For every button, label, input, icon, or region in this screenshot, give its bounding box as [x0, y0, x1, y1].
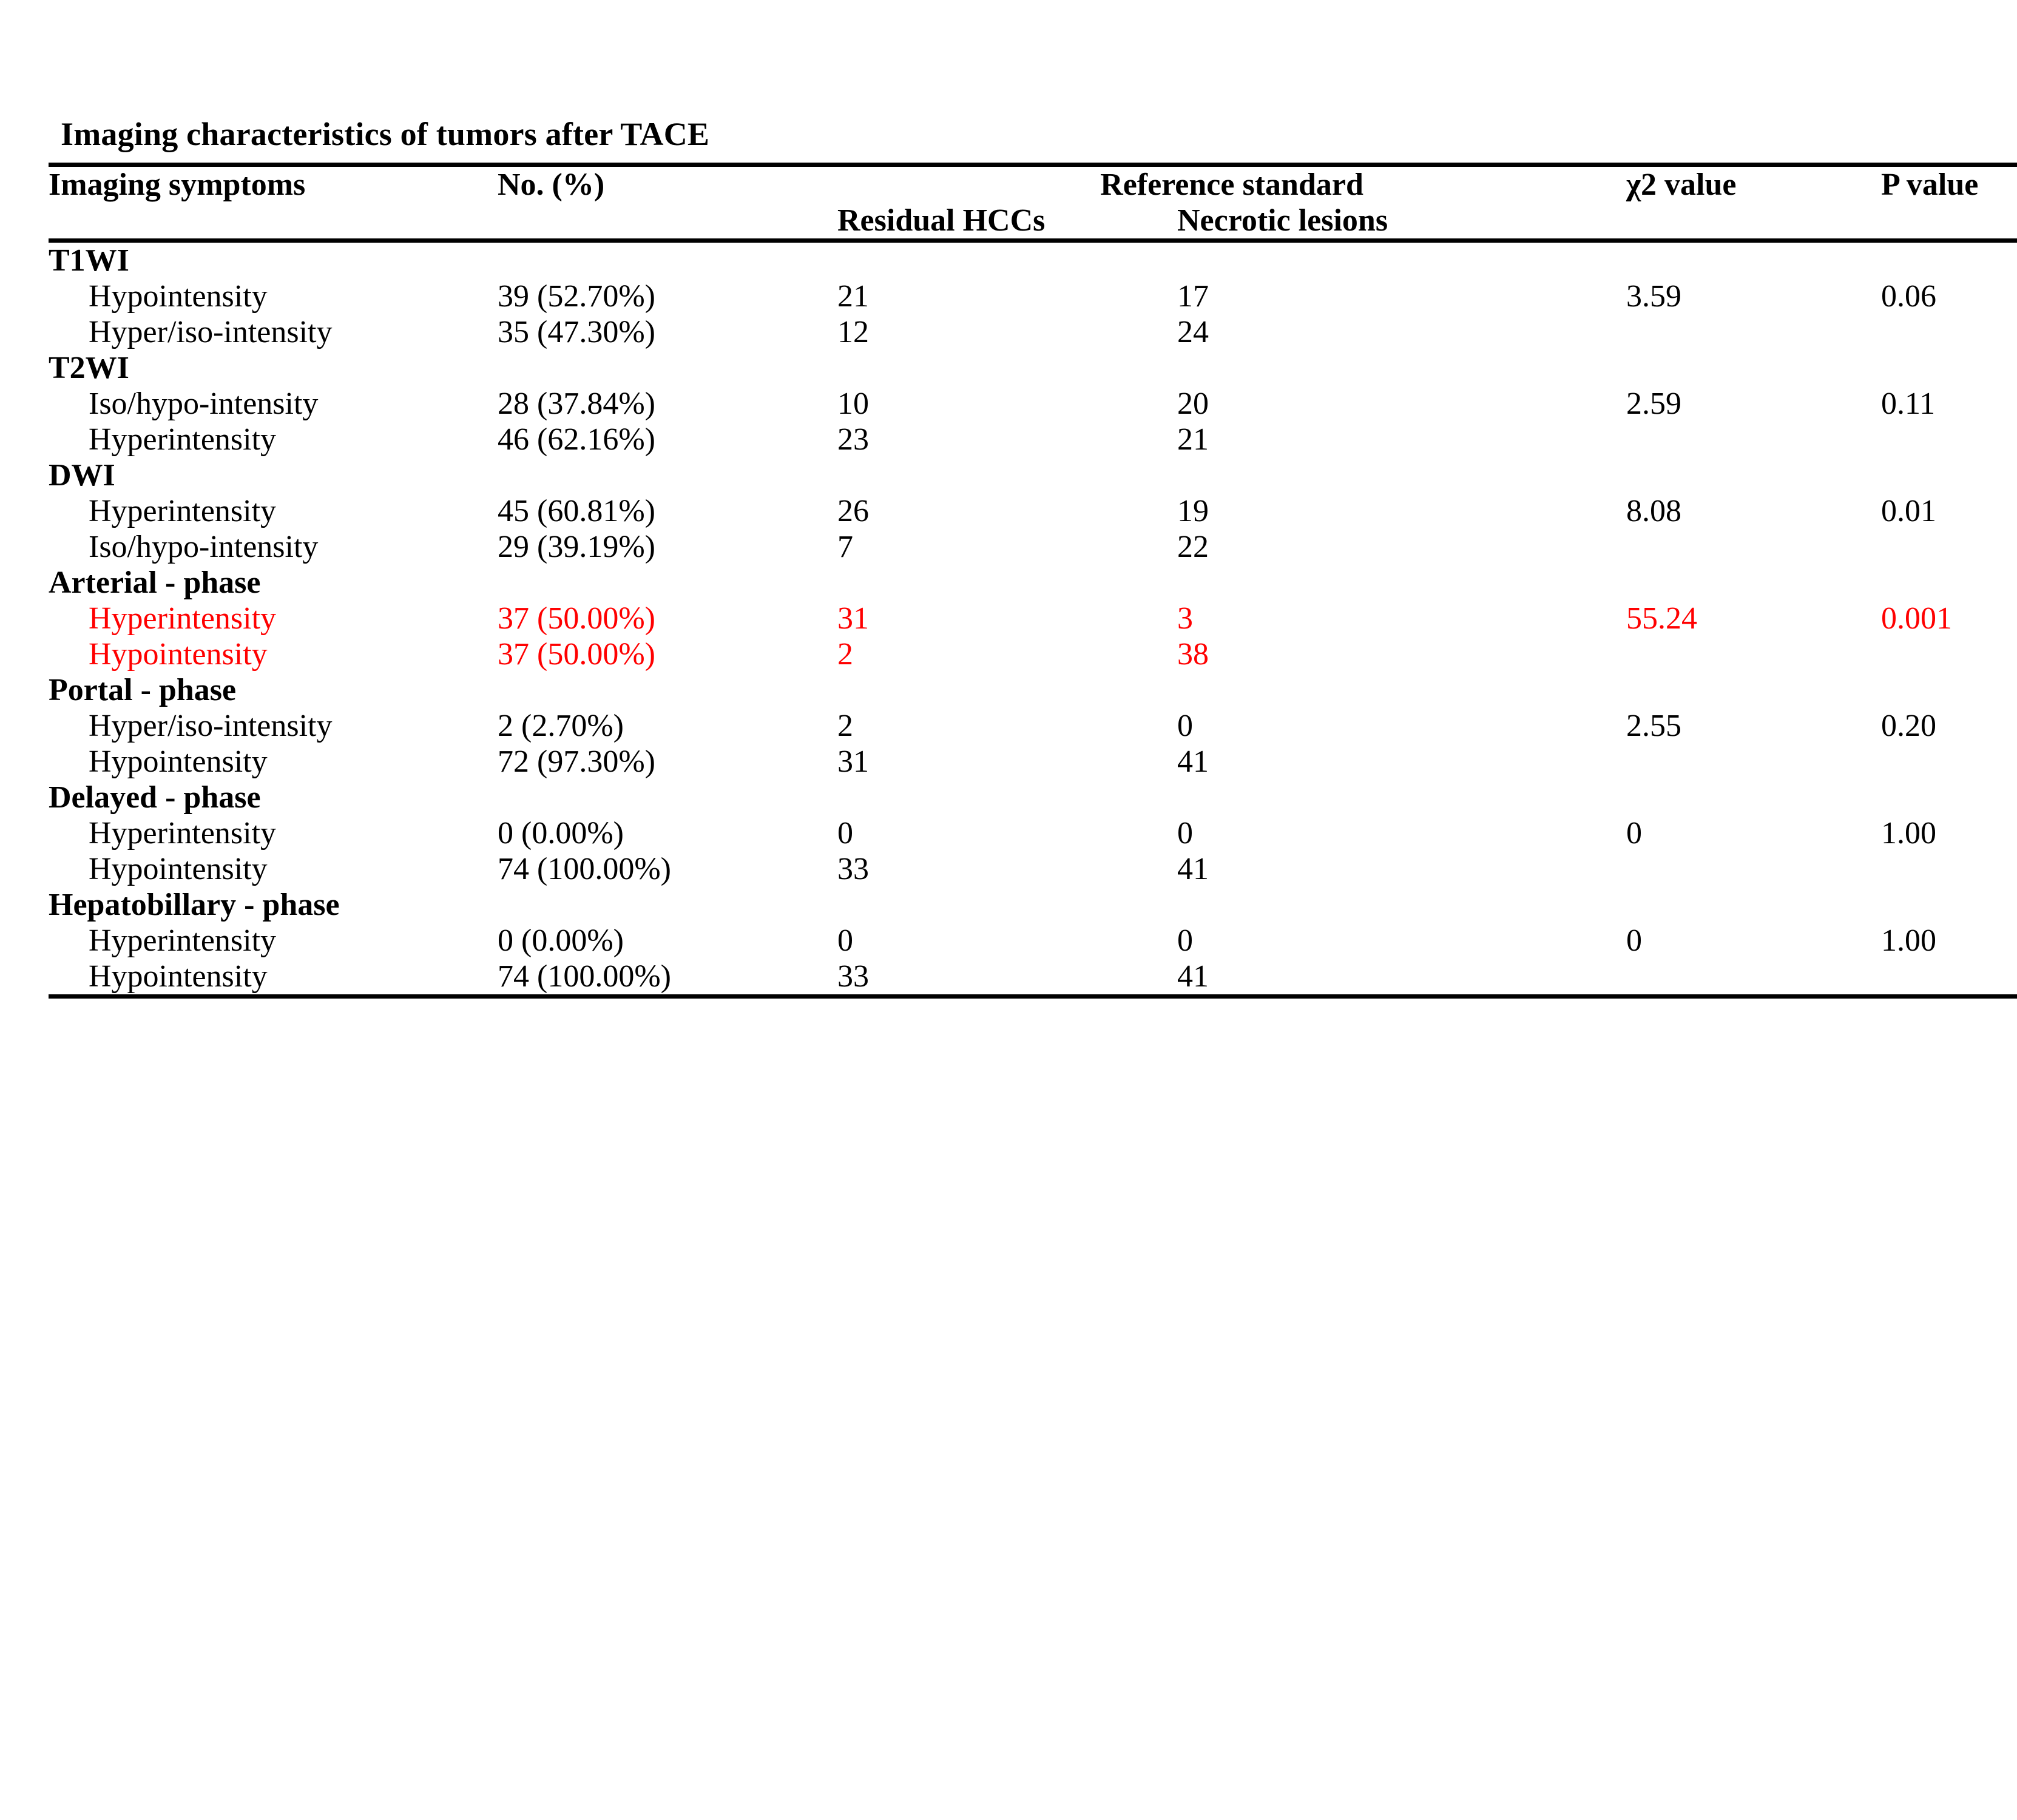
cell-residual: 23	[837, 422, 869, 457]
group-label: Portal - phase	[49, 673, 237, 707]
group-label: T2WI	[49, 351, 129, 385]
cell-residual: 12	[837, 315, 869, 349]
header-chi2-value: χ2 value	[1626, 165, 1881, 203]
cell-residual: 33	[837, 852, 869, 886]
cell-necrotic: 0	[1177, 816, 1193, 851]
table-row-highlighted	[49, 636, 2017, 672]
header-imaging-symptoms: Imaging symptoms	[49, 165, 498, 203]
table-row	[49, 278, 2017, 314]
imaging-characteristics-table	[49, 163, 2017, 999]
cell-residual: 0	[837, 923, 853, 958]
cell-p: 0.01	[1881, 494, 1937, 528]
table-row	[49, 672, 2017, 708]
cell-p	[1881, 744, 2017, 780]
cell-no-percent: 29 (39.19%)	[498, 530, 655, 564]
cell-no-percent: 0 (0.00%)	[498, 816, 624, 851]
cell-residual: 2	[837, 637, 853, 672]
cell-chi2	[1626, 636, 1881, 672]
cell-no-percent: 39 (52.70%)	[498, 279, 655, 314]
cell-necrotic: 24	[1177, 315, 1209, 349]
table-row	[49, 887, 2017, 923]
row-label: Hypointensity	[49, 959, 498, 997]
table-row	[49, 529, 2017, 565]
row-label: Iso/hypo-intensity	[89, 386, 319, 421]
table-row	[49, 959, 2017, 997]
cell-residual: 10	[837, 386, 869, 421]
table-caption: Imaging characteristics of tumors after TACE	[61, 116, 710, 152]
cell-p	[1881, 636, 2017, 672]
cell-necrotic: 20	[1177, 386, 1209, 421]
cell-no-percent: 46 (62.16%)	[498, 422, 655, 457]
row-label: Hypointensity	[89, 637, 268, 672]
group-label: DWI	[49, 458, 115, 493]
header-spacer-2	[498, 203, 837, 241]
cell-p: 1.00	[1881, 816, 1937, 851]
row-label: Hyper/iso-intensity	[89, 709, 333, 743]
table-row	[49, 923, 2017, 959]
cell-p: 0.001	[1881, 601, 1953, 636]
cell-residual: 0	[837, 816, 853, 851]
cell-chi2	[1626, 422, 1881, 457]
header-necrotic-lesions: Necrotic lesions	[1177, 203, 1626, 241]
cell-chi2: 0	[1626, 923, 1643, 958]
row-label: Hyperintensity	[89, 601, 277, 636]
row-label: Hypointensity	[89, 852, 268, 886]
group-label: Hepatobillary - phase	[49, 888, 340, 922]
table-header-row-2	[49, 203, 2017, 241]
header-p-value: P value	[1881, 165, 2017, 203]
header-reference-standard: Reference standard	[837, 165, 1626, 203]
header-spacer-1	[49, 203, 498, 241]
cell-residual: 26	[837, 494, 869, 528]
cell-necrotic: 19	[1177, 494, 1209, 528]
cell-chi2: 8.08	[1626, 494, 1682, 528]
cell-no-percent: 74 (100.00%)	[498, 959, 837, 997]
cell-residual: 31	[837, 601, 869, 636]
cell-no-percent: 2 (2.70%)	[498, 709, 624, 743]
cell-no-percent: 74 (100.00%)	[498, 852, 671, 886]
cell-p: 0.11	[1881, 386, 1936, 421]
cell-no-percent: 28 (37.84%)	[498, 386, 655, 421]
row-label: Hyperintensity	[89, 923, 277, 958]
table-row	[49, 386, 2017, 422]
table-row	[49, 815, 2017, 851]
cell-p: 1.00	[1881, 923, 1937, 958]
row-label: Iso/hypo-intensity	[89, 530, 319, 564]
cell-p	[1881, 851, 2017, 887]
cell-no-percent: 45 (60.81%)	[498, 494, 655, 528]
cell-chi2: 2.59	[1626, 386, 1682, 421]
cell-residual: 7	[837, 530, 853, 564]
table-row	[49, 350, 2017, 386]
cell-p	[1881, 959, 2017, 997]
cell-p	[1881, 422, 2017, 457]
table-row-highlighted	[49, 601, 2017, 636]
row-label: Hyperintensity	[89, 494, 277, 528]
row-label: Hyperintensity	[89, 422, 277, 457]
cell-necrotic: 17	[1177, 279, 1209, 314]
row-label: Hyper/iso-intensity	[89, 315, 333, 349]
table-row	[49, 241, 2017, 279]
cell-chi2	[1626, 314, 1881, 350]
cell-necrotic: 0	[1177, 709, 1193, 743]
cell-p: 0.20	[1881, 709, 1937, 743]
cell-no-percent: 37 (50.00%)	[498, 601, 655, 636]
row-label: Hypointensity	[89, 744, 268, 779]
header-no-percent: No. (%)	[498, 165, 837, 203]
cell-necrotic: 41	[1177, 744, 1209, 779]
cell-residual: 21	[837, 279, 869, 314]
header-spacer-4	[1881, 203, 2017, 241]
table-body	[49, 165, 2017, 997]
table-row	[49, 565, 2017, 601]
group-label: Arterial - phase	[49, 565, 261, 600]
cell-no-percent: 37 (50.00%)	[498, 637, 655, 672]
cell-chi2: 55.24	[1626, 601, 1698, 636]
cell-necrotic: 22	[1177, 530, 1209, 564]
row-label: Hyperintensity	[89, 816, 277, 851]
cell-p	[1881, 529, 2017, 565]
cell-chi2	[1626, 744, 1881, 780]
table-row	[49, 744, 2017, 780]
cell-chi2: 2.55	[1626, 709, 1682, 743]
table-row	[49, 422, 2017, 457]
table-row	[49, 314, 2017, 350]
cell-no-percent: 72 (97.30%)	[498, 744, 655, 779]
cell-residual: 31	[837, 744, 869, 779]
group-label: T1WI	[49, 243, 129, 278]
cell-necrotic: 21	[1177, 422, 1209, 457]
cell-necrotic: 38	[1177, 637, 1209, 672]
cell-no-percent: 35 (47.30%)	[498, 315, 655, 349]
cell-chi2	[1626, 529, 1881, 565]
row-label: Hypointensity	[89, 279, 268, 314]
cell-chi2	[1626, 959, 1881, 997]
header-spacer-3	[1626, 203, 1881, 241]
header-residual-hccs: Residual HCCs	[837, 203, 1177, 241]
table-header-row-1	[49, 165, 2017, 203]
cell-chi2	[1626, 851, 1881, 887]
cell-chi2: 0	[1626, 816, 1643, 851]
cell-necrotic: 41	[1177, 959, 1626, 997]
table-row	[49, 851, 2017, 887]
table-row	[49, 493, 2017, 529]
cell-p: 0.06	[1881, 279, 1937, 314]
cell-necrotic: 41	[1177, 852, 1209, 886]
cell-no-percent: 0 (0.00%)	[498, 923, 624, 958]
cell-chi2: 3.59	[1626, 279, 1682, 314]
cell-necrotic: 3	[1177, 601, 1193, 636]
table-row	[49, 780, 2017, 815]
cell-necrotic: 0	[1177, 923, 1193, 958]
cell-residual: 33	[837, 959, 1177, 997]
table-row	[49, 708, 2017, 744]
group-label: Delayed - phase	[49, 780, 261, 815]
table-row	[49, 457, 2017, 493]
cell-p	[1881, 314, 2017, 350]
cell-residual: 2	[837, 709, 853, 743]
